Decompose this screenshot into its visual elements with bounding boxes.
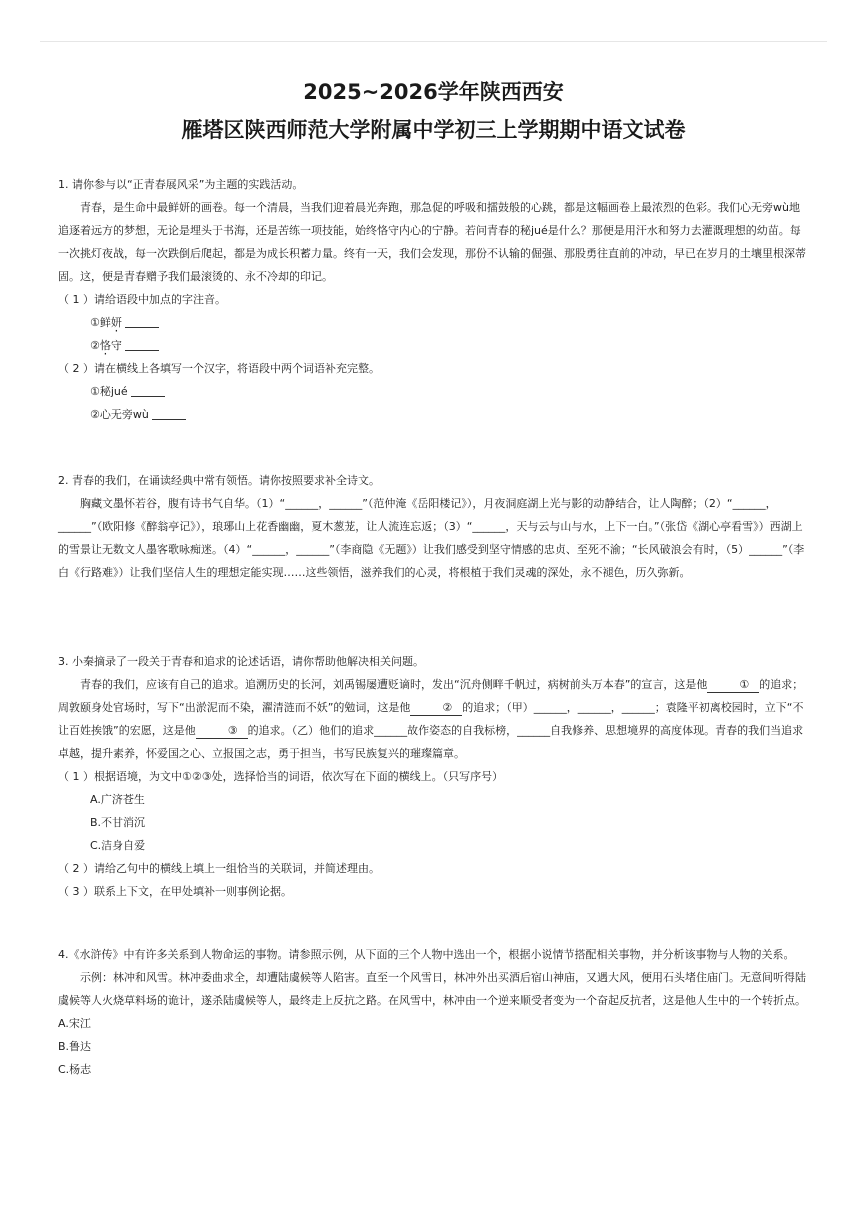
option-b: B.鲁达 xyxy=(58,1040,92,1053)
header-divider xyxy=(40,41,827,42)
answer-blank[interactable] xyxy=(152,407,186,420)
question-3-part-3: （ 3 ）联系上下文，在甲处填补一则事例论据。 xyxy=(58,885,292,898)
question-3-passage xyxy=(58,673,810,765)
dotted-char: 恪 xyxy=(99,339,111,352)
page-title-line2: 雁塔区陕西师范大学附属中学初三上学期期中语文试卷 xyxy=(181,118,686,142)
answer-blank[interactable] xyxy=(131,384,165,397)
item-text: 守 xyxy=(110,339,122,352)
question-2-stem: 2. 青春的我们，在诵读经典中常有领悟。请你按照要求补全诗文。 xyxy=(58,474,380,487)
question-3-part-1: （ 1 ）根据语境，为文中①②③处，选择恰当的词语，依次写在下面的横线上。（只写序号） xyxy=(58,770,504,783)
question-3 xyxy=(58,650,810,903)
blank-marker-3: ③ xyxy=(196,724,248,739)
question-1-stem: 1. 请你参与以“正青春展风采”为主题的实践活动。 xyxy=(58,178,304,191)
question-3-part-2: （ 2 ）请给乙句中的横线上填上一组恰当的关联词，并简述理由。 xyxy=(58,862,380,875)
question-1-passage: 青春，是生命中最鲜妍的画卷。每一个清晨，当我们迎着晨光奔跑，那急促的呼吸和擂鼓般的心跳，都是这幅画卷上最浓烈的色彩。我们心无旁wù地追逐着远方的梦想，无论是埋头于书海，还是苦练一项技能，始终恪守内心的宁静。若问青春的秘jué是什么？那便是用汗水和努力去灌溉理想的幼苗。每一次挑灯夜战，每一次跌倒后爬起，都是为成长积蓄力量。终有一天，我们会发现，那份不认输的倔强、那股勇往直前的冲动，早已在岁月的土壤里根深蒂固。这，便是青春赠予我们最滚烫的、永不冷却的印记。 xyxy=(58,201,806,283)
question-1-item-4 xyxy=(58,403,810,426)
page-title-line1: 2025~2026学年陕西西安 xyxy=(303,80,564,104)
item-text: ①秘jué xyxy=(90,385,128,398)
passage-text: 的追求；（甲）______，______，______；袁隆平初离校园时，立下“不让百姓挨饿”的宏愿，这是他 xyxy=(58,701,804,737)
dotted-char: 妍 xyxy=(110,316,122,329)
question-2-passage: 胸藏文墨怀若谷，腹有诗书气自华。（1）“______，______”（范仲淹《岳阳楼记》），月夜洞庭湖上光与影的动静结合，让人陶醉；（2）“______，______”（欧阳修《醉翁亭记》），琅琊山上花香幽幽，夏木葱茏，让人流连忘返；（3）“______，天与云与山与水，上下一白。”（张岱《湖心亭看雪》）西湖上的雪景让无数文人墨客歌咏痴迷。（4）“______，______”（李商隐《无题》）让我们感受到坚守情感的忠贞、至死不渝；“长风破浪会有时，（5）______”（李白《行路难》）让我们坚信人生的理想定能实现……这些领悟，滋养我们的心灵，将根植于我们灵魂的深处，永不褪色，历久弥新。 xyxy=(58,497,805,579)
question-4-stem: 4.《水浒传》中有许多关系到人物命运的事物。请参照示例，从下面的三个人物中选出一个，根据小说情节搭配相关事物，并分析该事物与人物的关系。 xyxy=(58,948,795,961)
question-1-item-3 xyxy=(58,380,810,403)
question-2 xyxy=(58,469,810,584)
question-1-part-1: （ 1 ）请给语段中加点的字注音。 xyxy=(58,293,226,306)
passage-text: 的追求。（乙）他们的追求______故作姿态的自我标榜，______自我修养、思想境界的高度体现。青春的我们当追求卓越，提升素养，怀爱国之心、立报国之志，勇于担当，书写民族复兴的璀璨篇章。 xyxy=(58,724,804,760)
item-text: ②心无旁wù xyxy=(90,408,149,421)
passage-text: 的追求；周敦颐身处官场时，写下“出淤泥而不染，濯清涟而不妖”的勉词，这是他 xyxy=(58,678,804,714)
option-a: A.广济苍生 xyxy=(90,793,145,806)
question-4 xyxy=(58,943,810,1081)
question-3-stem: 3. 小秦摘录了一段关于青春和追求的论述话语，请你帮助他解决相关问题。 xyxy=(58,655,424,668)
question-1-item-1 xyxy=(58,311,810,334)
option-a: A.宋江 xyxy=(58,1017,91,1030)
option-c: C.杨志 xyxy=(58,1063,92,1076)
question-4-example: 示例：林冲和风雪。林冲委曲求全，却遭陆虞候等人陷害。直至一个风雪日，林冲外出买酒后宿山神庙，又遇大风，便用石头堵住庙门。无意间听得陆虞候等人火烧草料场的诡计，遂杀陆虞候等人，最终走上反抗之路。在风雪中，林冲由一个逆来顺受者变为一个奋起反抗者，这是他人生中的一个转折点。 xyxy=(58,971,806,1007)
question-1 xyxy=(58,173,810,426)
answer-blank[interactable] xyxy=(125,315,159,328)
item-text: ② xyxy=(90,339,100,352)
passage-text: 青春的我们，应该有自己的追求。追溯历史的长河，刘禹锡屡遭贬谪时，发出“沉舟侧畔千帆过，病树前头万本春”的宣言，这是他 xyxy=(80,678,708,691)
answer-blank[interactable] xyxy=(125,338,159,351)
option-b: B.不甘消沉 xyxy=(90,816,146,829)
item-text: ①鲜 xyxy=(90,316,111,329)
blank-marker-1: ① xyxy=(707,678,759,693)
option-c: C.洁身自爱 xyxy=(90,839,146,852)
question-1-item-2 xyxy=(58,334,810,357)
blank-marker-2: ② xyxy=(410,701,462,716)
question-1-part-2: （ 2 ）请在横线上各填写一个汉字，将语段中两个词语补充完整。 xyxy=(58,362,380,375)
